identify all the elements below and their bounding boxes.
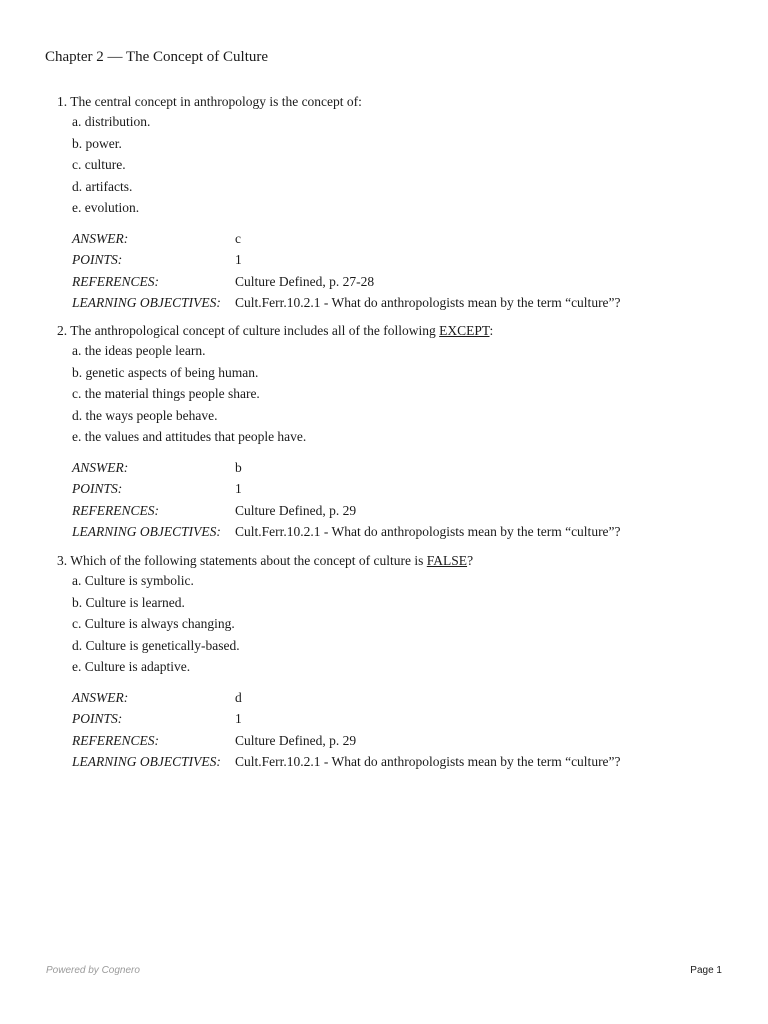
page-number: Page 1 bbox=[690, 965, 722, 976]
option-a: a. distribution. bbox=[72, 114, 151, 129]
learning-objectives-value: Cult.Ferr.10.2.1 - What do anthropologists mean by the term “culture”? bbox=[235, 524, 621, 539]
points-label: POINTS: bbox=[72, 711, 123, 726]
question-number: 1. bbox=[57, 94, 68, 109]
question-stem bbox=[57, 93, 737, 111]
answer-value: d bbox=[235, 689, 242, 705]
references-value: Culture Defined, p. 29 bbox=[235, 732, 357, 748]
answer-value: c bbox=[235, 230, 241, 246]
answer-row bbox=[72, 687, 737, 709]
question-number: 2. bbox=[57, 323, 68, 338]
learning-objectives-label: LEARNING OBJECTIVES: bbox=[72, 295, 221, 310]
references-label: REFERENCES: bbox=[72, 732, 159, 748]
points-value: 1 bbox=[235, 252, 242, 267]
question-text: The anthropological concept of culture includes all of the following bbox=[70, 323, 440, 338]
points-value: 1 bbox=[235, 711, 242, 726]
question-metadata bbox=[72, 457, 737, 543]
question-text-end: ? bbox=[467, 553, 474, 568]
learning-objectives-value: Cult.Ferr.10.2.1 - What do anthropologists mean by the term “culture”? bbox=[235, 754, 621, 769]
option-b: b. power. bbox=[72, 135, 122, 151]
learning-objectives-label: LEARNING OBJECTIVES: bbox=[72, 754, 221, 769]
option-c: c. the material things people share. bbox=[72, 386, 260, 401]
question-1 bbox=[57, 93, 737, 314]
question-text-end: : bbox=[489, 323, 494, 338]
question-2 bbox=[57, 322, 737, 543]
question-text: The central concept in anthropology is the concept of: bbox=[70, 94, 362, 109]
answer-options bbox=[72, 111, 737, 219]
option-a: a. Culture is symbolic. bbox=[72, 573, 194, 588]
points-row bbox=[72, 478, 737, 500]
points-value: 1 bbox=[235, 481, 242, 496]
emphasis-false: FALSE bbox=[426, 553, 468, 568]
question-stem bbox=[57, 322, 737, 340]
answer-label: ANSWER: bbox=[72, 230, 129, 246]
answer-row bbox=[72, 228, 737, 250]
learning-objectives-row bbox=[72, 751, 737, 773]
points-label: POINTS: bbox=[72, 481, 123, 496]
option-c: c. Culture is always changing. bbox=[72, 616, 235, 631]
points-row bbox=[72, 708, 737, 730]
option-e: e. Culture is adaptive. bbox=[72, 659, 191, 674]
references-label: REFERENCES: bbox=[72, 273, 159, 289]
question-metadata bbox=[72, 687, 737, 773]
powered-by-footer: Powered by Cognero bbox=[46, 965, 140, 976]
points-row bbox=[72, 249, 737, 271]
emphasis-except: EXCEPT bbox=[439, 323, 490, 338]
question-number: 3. bbox=[57, 553, 68, 568]
question-metadata bbox=[72, 228, 737, 314]
answer-label: ANSWER: bbox=[72, 689, 129, 705]
answer-row bbox=[72, 457, 737, 479]
option-e: e. evolution. bbox=[72, 200, 140, 215]
chapter-title: Chapter 2 — The Concept of Culture bbox=[45, 49, 269, 65]
references-value: Culture Defined, p. 29 bbox=[235, 502, 357, 518]
option-b: b. Culture is learned. bbox=[72, 594, 185, 610]
learning-objectives-row bbox=[72, 292, 737, 314]
option-d: d. Culture is genetically-based. bbox=[72, 637, 240, 653]
answer-options bbox=[72, 340, 737, 448]
references-row bbox=[72, 730, 737, 752]
learning-objectives-row bbox=[72, 521, 737, 543]
question-stem bbox=[57, 552, 737, 570]
references-value: Culture Defined, p. 27-28 bbox=[235, 273, 375, 289]
option-e: e. the values and attitudes that people have. bbox=[72, 429, 307, 444]
option-a: a. the ideas people learn. bbox=[72, 343, 206, 358]
learning-objectives-label: LEARNING OBJECTIVES: bbox=[72, 524, 221, 539]
question-text: Which of the following statements about the concept of culture is bbox=[70, 553, 427, 568]
references-label: REFERENCES: bbox=[72, 502, 159, 518]
answer-value: b bbox=[235, 459, 242, 475]
option-c: c. culture. bbox=[72, 157, 126, 172]
question-3 bbox=[57, 552, 737, 773]
learning-objectives-value: Cult.Ferr.10.2.1 - What do anthropologists mean by the term “culture”? bbox=[235, 295, 621, 310]
references-row bbox=[72, 271, 737, 293]
points-label: POINTS: bbox=[72, 252, 123, 267]
references-row bbox=[72, 500, 737, 522]
option-d: d. artifacts. bbox=[72, 178, 133, 194]
option-d: d. the ways people behave. bbox=[72, 407, 218, 423]
answer-options bbox=[72, 570, 737, 678]
option-b: b. genetic aspects of being human. bbox=[72, 364, 259, 380]
answer-label: ANSWER: bbox=[72, 459, 129, 475]
